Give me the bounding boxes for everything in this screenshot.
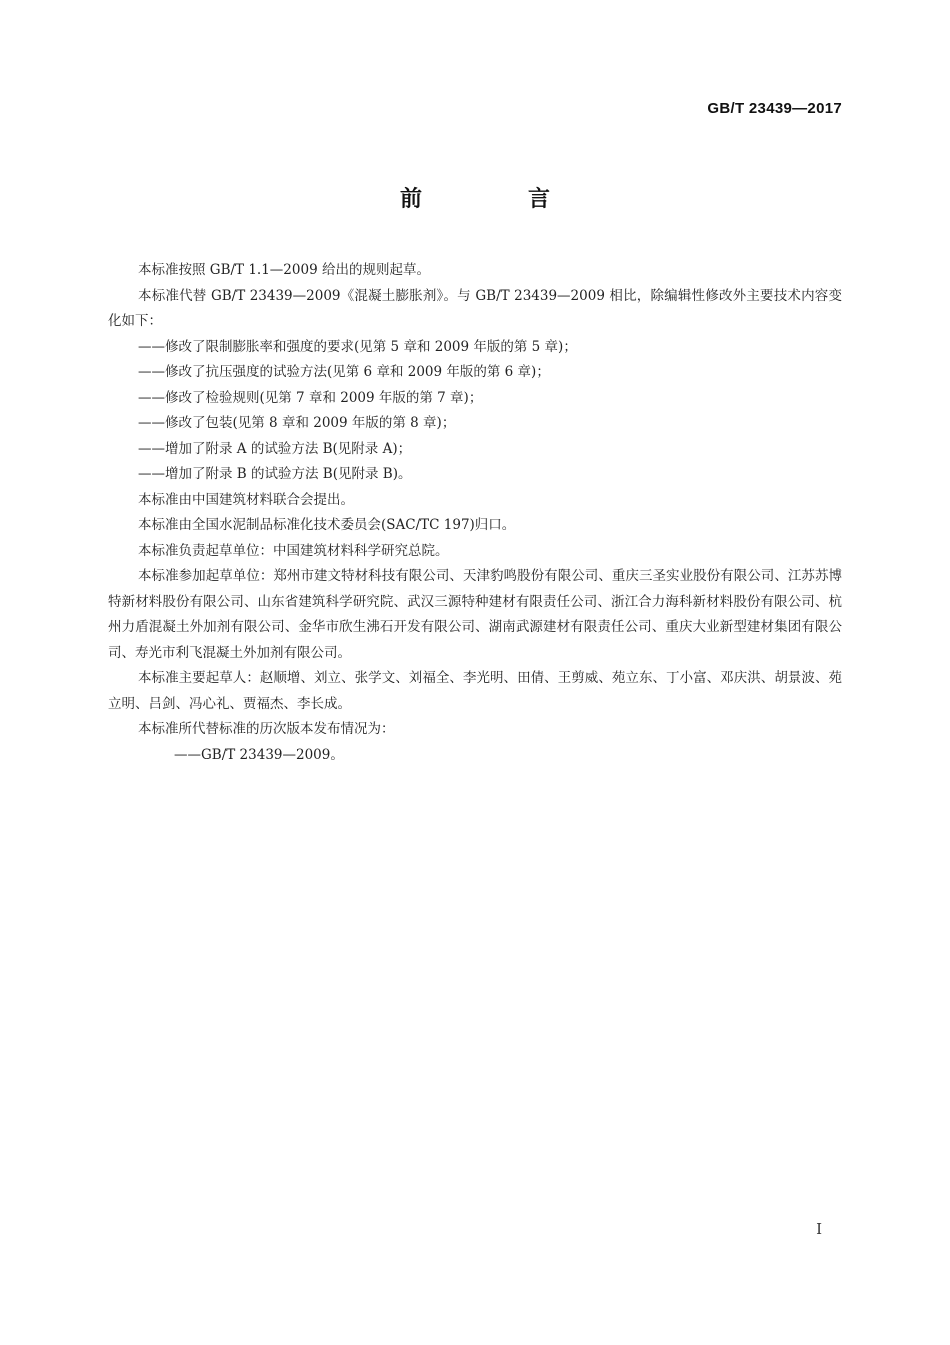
paragraph-main-drafters: 本标准主要起草人：赵顺增、刘立、张学文、刘福全、李光明、田倩、王剪威、苑立东、丁小富、邓庆洪、胡景波、苑立明、吕剑、冯心礼、贾福杰、李长成。 [108, 670, 842, 712]
change-item: ——增加了附录 B 的试验方法 B(见附录 B)。 [138, 466, 412, 482]
change-item: ——增加了附录 A 的试验方法 B(见附录 A)； [138, 440, 412, 457]
page-title: 前 言 [399, 187, 592, 212]
paragraph-drafting-rules: 本标准按照 GB/T 1.1—2009 给出的规则起草。 [138, 262, 430, 278]
change-item: ——修改了限制膨胀率和强度的要求(见第 5 章和 2009 年版的第 5 章)； [138, 338, 577, 355]
paragraph-participating-units: 本标准参加起草单位：郑州市建文特材科技有限公司、天津豹鸣股份有限公司、重庆三圣实业股份有限公司、江苏苏博特新材料股份有限公司、山东省建筑科学研究院、武汉三源特种建材有限责任公司、浙江合力海科新材料股份有限公司、杭州力盾混凝土外加剂有限公司、金华市欣生沸石开发有限公司、湖南武源建材有限责任公司、重庆大业新型建材集团有限公司、寿光市利飞混凝土外加剂有限公司。 [108, 568, 842, 661]
standard-code: GB/T 23439—2017 [707, 100, 842, 117]
paragraph-lead-drafter: 本标准负责起草单位：中国建筑材料科学研究总院。 [138, 542, 449, 559]
history-item: ——GB/T 23439—2009。 [174, 746, 344, 763]
change-item: ——修改了检验规则(见第 7 章和 2009 年版的第 7 章)； [138, 389, 483, 406]
paragraph-history-intro: 本标准所代替标准的历次版本发布情况为： [138, 721, 395, 737]
preface-body [108, 258, 842, 768]
change-item: ——修改了包装(见第 8 章和 2009 年版的第 8 章)； [138, 415, 456, 431]
page-number: I [816, 1220, 822, 1238]
change-item: ——修改了抗压强度的试验方法(见第 6 章和 2009 年版的第 6 章)； [138, 364, 550, 380]
paragraph-replacement: 本标准代替 GB/T 23439—2009《混凝土膨胀剂》。与 GB/T 23439—2009 相比，除编辑性修改外主要技术内容变化如下： [108, 287, 842, 329]
paragraph-administrator: 本标准由全国水泥制品标准化技术委员会(SAC/TC 197)归口。 [138, 517, 516, 533]
paragraph-proposer: 本标准由中国建筑材料联合会提出。 [138, 491, 354, 508]
